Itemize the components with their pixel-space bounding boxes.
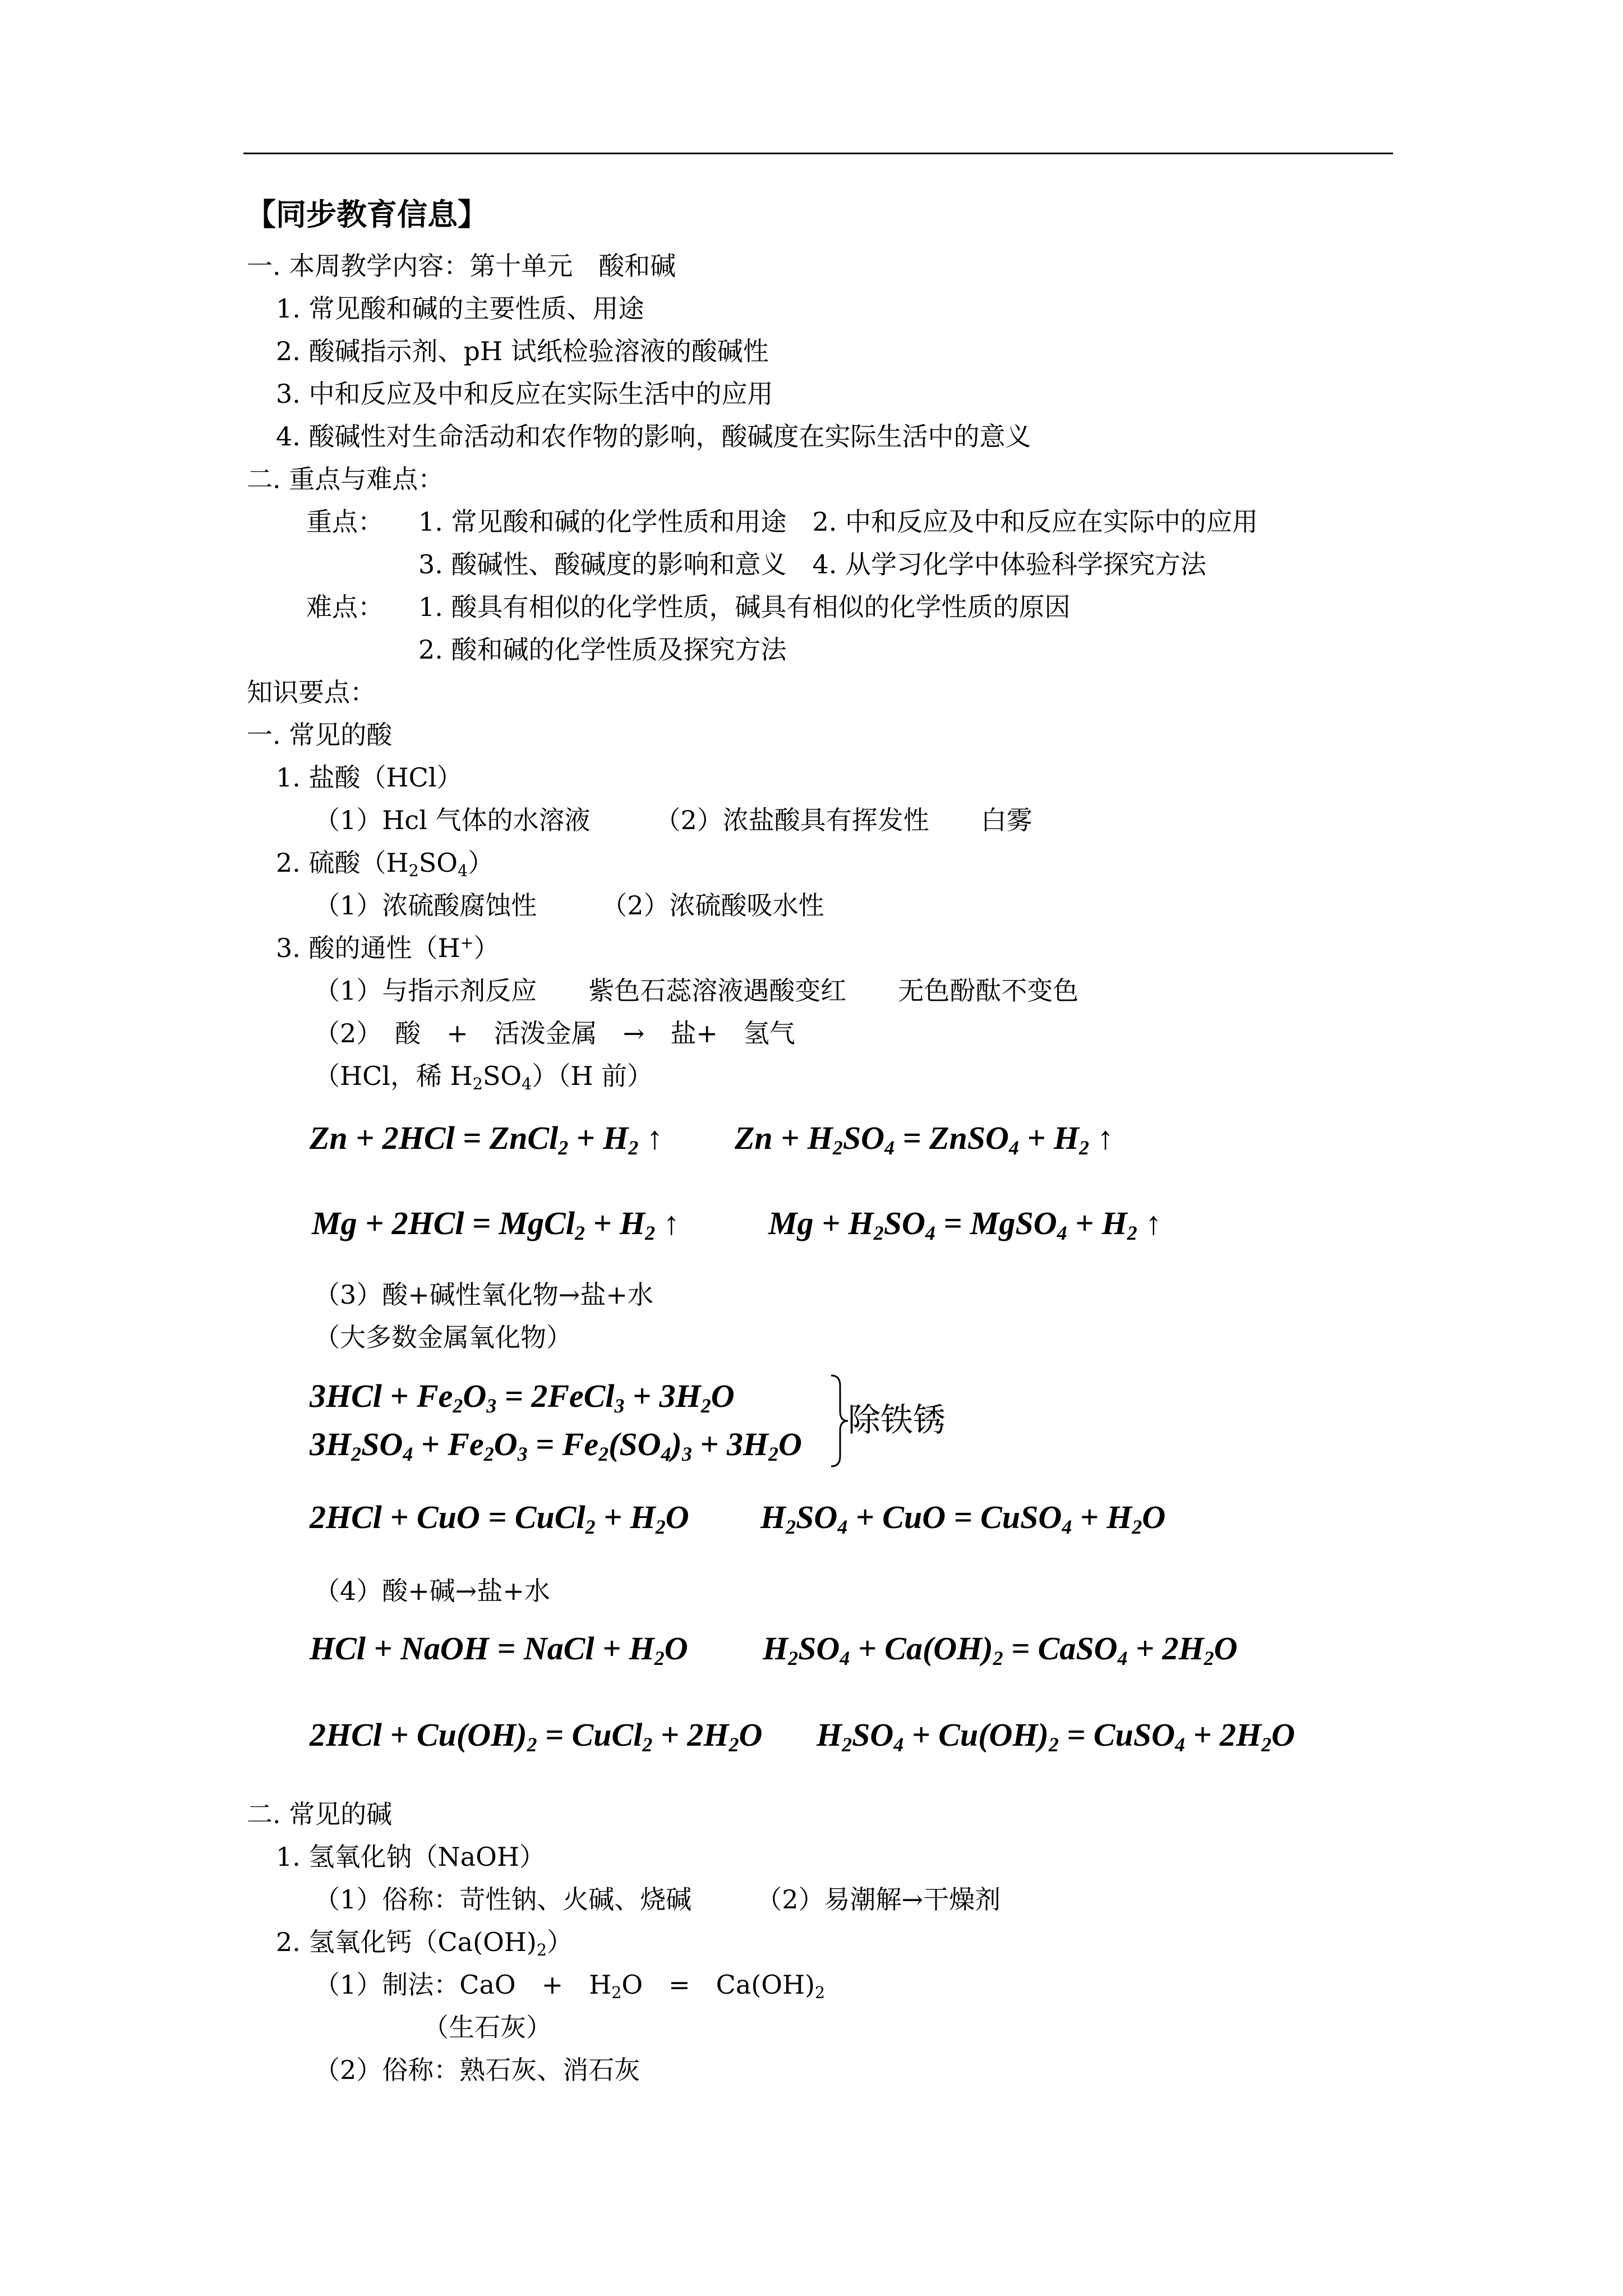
difficulty-label: 难点： [306,592,384,622]
rust-removal-label: 除铁锈 [848,1401,946,1439]
equation-hcl-cuo: 2HCl + CuO = CuCl$_2$ + $H_2O$ [310,1499,689,1539]
bases-title: 二. 常见的碱 [247,1799,393,1829]
caoh2-title: 2. 氢氧化钙$(Ca(OH)_2)$ [276,1927,573,1959]
caoh2-preparation: （1）制法：CaO + $H_2O$ = $Ca(OH)_2$ [314,1970,826,2002]
equation-mg-h2so4: $Mg + H_2SO_4$ = MgSO$_4$ + $H_2$ ↑ [768,1205,1162,1245]
equation-h2so4-fe2o3: $3H_2SO_4 + Fe_2O_3 = Fe_2(SO_4)_3 + 3H_2O$ [310,1426,802,1466]
h2so4-properties: （1）浓硫酸腐蚀性 （2）浓硫酸吸水性 [314,890,824,921]
acid-property-2: （2） 酸 + 活泼金属 → 盐+ 氢气 [314,1018,795,1048]
s2-title: 二. 重点与难点： [247,464,444,494]
header-rule [243,153,1393,154]
knowledge-heading: 知识要点： [247,677,376,707]
acid-common-title: 3. 酸的通性（H+） [276,933,500,963]
hcl-properties: （1）Hcl 气体的水溶液 （2）浓盐酸具有挥发性 白雾 [314,805,1032,835]
acid-property-1: （1）与指示剂反应 紫色石蕊溶液遇酸变红 无色酚酞不变色 [314,976,1079,1006]
difficulty-line-1: 1. 酸具有相似的化学性质，碱具有相似的化学性质的原因 [418,592,1071,622]
equation-h2so4-caoh2: $H_2SO_4 + Ca(OH)_2$ = CaSO$_4$ + $2H_2O$ [763,1630,1238,1670]
naoh-title: 1. 氢氧化钠（NaOH） [276,1842,546,1872]
key-label: 重点： [306,507,384,537]
equation-h2so4-cuo: $H_2SO_4$ + CuO = CuSO$_4$ + $H_2O$ [760,1499,1166,1539]
key-line-2: 3. 酸碱性、酸碱度的影响和意义 4. 从学习化学中体验科学探究方法 [418,549,1207,579]
acid-property-4: （4）酸+碱→盐+水 [314,1576,550,1606]
acid-property-3-note: （大多数金属氧化物） [314,1322,572,1352]
acid-property-2-note: （HCl，稀 $H_2SO_4)(H$ 前） [314,1061,653,1093]
section-header: 【同步教育信息】 [246,196,488,232]
equation-h2so4-cuoh2: $H_2SO_4 + Cu(OH)_2$ = CuSO$_4$ + $2H_2O$ [817,1717,1295,1756]
s1-item-1: 1. 常见酸和碱的主要性质、用途 [276,293,644,324]
equation-mg-hcl: Mg + 2HCl = MgCl$_2$ + $H_2$ ↑ [312,1205,680,1245]
acids-title: 一. 常见的酸 [247,720,393,750]
h2so4-title: 2. 硫酸$(H_2SO_4)$ [276,848,494,880]
hcl-title: 1. 盐酸（HCl） [276,762,463,793]
caoh2-names: （2）俗称：熟石灰、消石灰 [314,2055,640,2085]
equation-zn-h2so4: $Zn + H_2SO_4$ = ZnSO$_4$ + $H_2$ ↑ [735,1120,1114,1159]
s1-item-2: 2. 酸碱指示剂、pH 试纸检验溶液的酸碱性 [276,336,769,366]
equation-hcl-naoh: HCl + NaOH = NaCl + $H_2O$ [310,1630,688,1670]
naoh-properties: （1）俗称：苛性钠、火碱、烧碱 （2）易潮解→干燥剂 [314,1884,1001,1915]
equation-hcl-cuoh2: $2HCl + Cu(OH)_2$ = CuCl$_2$ + $2H_2O$ [310,1717,763,1756]
difficulty-line-2: 2. 酸和碱的化学性质及探究方法 [418,634,787,665]
s1-item-4: 4. 酸碱性对生命活动和农作物的影响，酸碱度在实际生活中的意义 [276,421,1031,452]
equation-hcl-fe2o3: $3HCl + Fe_2O_3$ = 2FeCl$_3$ + $3H_2O$ [310,1378,735,1418]
acid-property-3: （3）酸+碱性氧化物→盐+水 [314,1280,653,1310]
quicklime-note: （生石灰） [423,2012,552,2042]
equation-zn-hcl: Zn + 2HCl = ZnCl$_2$ + $H_2$ ↑ [310,1120,663,1159]
key-line-1: 1. 常见酸和碱的化学性质和用途 2. 中和反应及中和反应在实际中的应用 [418,507,1258,537]
s1-item-3: 3. 中和反应及中和反应在实际生活中的应用 [276,379,773,409]
brace-icon [828,1373,850,1469]
s1-title: 一. 本周教学内容：第十单元 酸和碱 [247,251,676,281]
